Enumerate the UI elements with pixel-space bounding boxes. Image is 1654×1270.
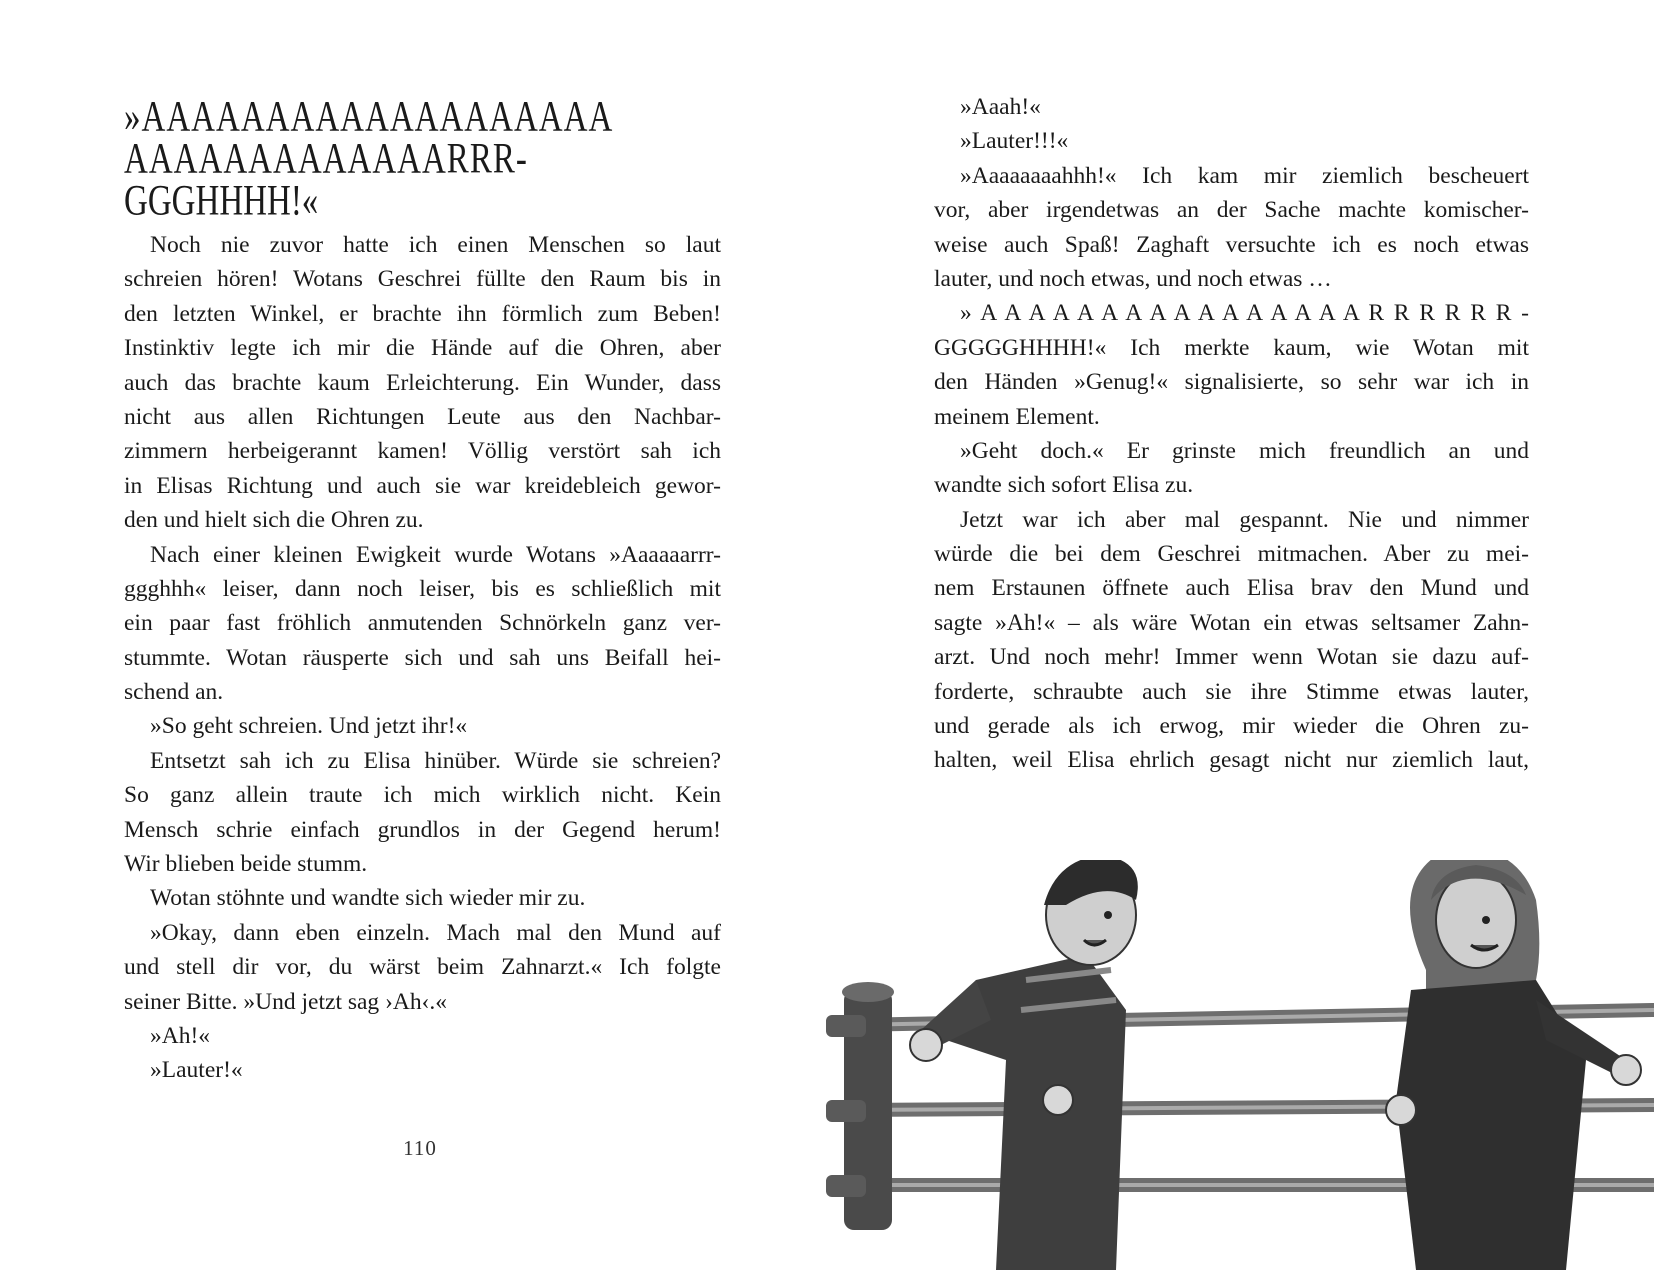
text-line: »So geht schreien. Und jetzt ihr!« — [150, 713, 468, 740]
text-line: forderte, schraubte auch sie ihre Stimme etwas lauter, — [934, 678, 1529, 705]
text-line: schreien hören! Wotans Geschrei füllte den Raum bis in — [124, 266, 721, 293]
text-line: den Händen »Genug!« signalisierte, so sehr war ich in — [934, 369, 1529, 396]
paragraph — [934, 434, 1529, 503]
paragraph — [124, 709, 721, 743]
text-line: »Lauter!« — [150, 1057, 243, 1084]
text-line: meinem Element. — [934, 403, 1100, 430]
text-line: den und hielt sich die Ohren zu. — [124, 507, 424, 534]
text-line: GGGGGHHHH!« Ich merkte kaum, wie Wotan mit — [934, 334, 1529, 361]
girl-figure — [1386, 860, 1641, 1270]
paragraph — [934, 90, 1529, 124]
boxing-ring-illustration-icon — [826, 860, 1654, 1270]
paragraph — [124, 228, 721, 538]
text-line: und stell dir vor, du wärst beim Zahnarzt.« Ich folgte — [124, 954, 721, 981]
text-line: So ganz allein traute ich mich wirklich nicht. Kein — [124, 782, 721, 809]
text-line: »Aaah!« — [960, 94, 1041, 120]
paragraph — [124, 538, 721, 710]
paragraph — [124, 744, 721, 882]
headline-line: AAAAAAAAAAAAARRR- — [124, 135, 528, 183]
text-line: »Aaaaaaaahhh!« Ich kam mir ziemlich bescheuert — [960, 162, 1529, 189]
text-line: vor, aber irgendetwas an der Sache machte komischer- — [934, 197, 1529, 224]
text-line: ein paar fast fröhlich anmutenden Schnörkeln ganz ver- — [124, 610, 721, 637]
text-line: nicht aus allen Richtungen Leute aus den Nachbar- — [124, 403, 721, 430]
text-line: lauter, und noch etwas, und noch etwas … — [934, 265, 1332, 292]
text-line: in Elisas Richtung und auch sie war kreidebleich gewor- — [124, 472, 721, 499]
text-line: Wir blieben beide stumm. — [124, 851, 368, 878]
page-number: 110 — [403, 1136, 437, 1160]
right-page-text — [934, 90, 1529, 778]
text-line: ggghhh« leiser, dann noch leiser, bis es schließlich mit — [124, 575, 721, 602]
paragraph — [124, 1053, 721, 1087]
text-line: schend an. — [124, 679, 224, 706]
chapter-scream-headline — [124, 93, 721, 225]
paragraph — [934, 159, 1529, 297]
text-line: »Ah!« — [150, 1022, 211, 1049]
text-line: Mensch schrie einfach grundlos in der Gegend herum! — [124, 816, 721, 843]
text-line: Instinktiv legte ich mir die Hände auf die Ohren, aber — [124, 335, 721, 362]
text-line: Wotan stöhnte und wandte sich wieder mir zu. — [150, 885, 586, 912]
text-line: weise auch Spaß! Zaghaft versuchte ich es noch etwas — [934, 231, 1529, 258]
text-line: halten, weil Elisa ehrlich gesagt nicht nur ziemlich laut, — [934, 747, 1529, 774]
text-line: Noch nie zuvor hatte ich einen Menschen so laut — [150, 232, 721, 258]
text-line: arzt. Und noch mehr! Immer wenn Wotan sie dazu auf- — [934, 644, 1529, 671]
paragraph — [934, 296, 1529, 434]
text-line: Jetzt war ich aber mal gespannt. Nie und nimmer — [960, 506, 1529, 533]
text-line: wandte sich sofort Elisa zu. — [934, 472, 1194, 499]
text-line: »Okay, dann eben einzeln. Mach mal den Mund auf — [150, 919, 721, 946]
headline-line: »AAAAAAAAAAAAAAAAAAA — [124, 93, 614, 141]
text-line: » A A A A A A A A A A A A A A A A R R R R R R - — [960, 300, 1529, 327]
text-line: stummte. Wotan räusperte sich und sah uns Beifall hei- — [124, 644, 721, 671]
headline-line: GGGHHHH!« — [124, 177, 319, 225]
text-line: Nach einer kleinen Ewigkeit wurde Wotans »Aaaaaarrr- — [150, 541, 721, 568]
text-line: den letzten Winkel, er brachte ihn förmlich zum Beben! — [124, 300, 721, 327]
left-page-text — [124, 228, 721, 1088]
paragraph — [124, 881, 721, 915]
text-line: Entsetzt sah ich zu Elisa hinüber. Würde sie schreien? — [150, 747, 721, 774]
text-line: und gerade als ich erwog, mir wieder die Ohren zu- — [934, 713, 1529, 740]
text-line: seiner Bitte. »Und jetzt sag ›Ah‹.« — [124, 988, 448, 1015]
text-line: auch das brachte kaum Erleichterung. Ein Wunder, dass — [124, 369, 721, 396]
text-line: »Lauter!!!« — [960, 128, 1069, 155]
corner-post — [826, 982, 894, 1230]
paragraph — [124, 1019, 721, 1053]
text-line: nem Erstaunen öffnete auch Elisa brav den Mund und — [934, 575, 1529, 602]
paragraph — [124, 916, 721, 1019]
text-line: würde die bei dem Geschrei mitmachen. Aber zu mei- — [934, 541, 1529, 568]
paragraph — [934, 503, 1529, 778]
boy-figure — [910, 860, 1138, 1270]
text-line: zimmern herbeigerannt kamen! Völlig verstört sah ich — [124, 438, 721, 465]
text-line: »Geht doch.« Er grinste mich freundlich an und — [960, 437, 1529, 464]
paragraph — [934, 124, 1529, 158]
text-line: sagte »Ah!« – als wäre Wotan ein etwas seltsamer Zahn- — [934, 609, 1529, 636]
